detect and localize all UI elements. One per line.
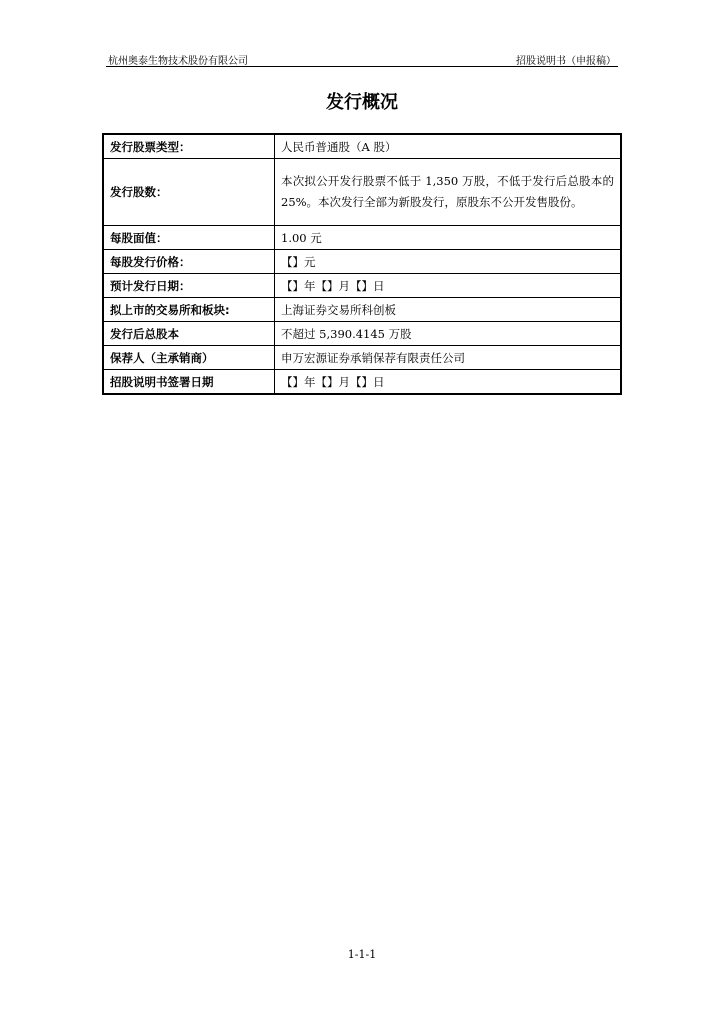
row-label: 发行后总股本: [103, 322, 275, 346]
issuance-overview-table: [102, 133, 622, 395]
row-label: 招股说明书签署日期: [103, 370, 275, 395]
row-value: 1.00 元: [275, 226, 622, 250]
table-row: [103, 134, 621, 159]
table-row: [103, 274, 621, 298]
row-value: 本次拟公开发行股票不低于 1,350 万股，不低于发行后总股本的 25%。本次发行全部为新股发行，原股东不公开发售股份。: [275, 159, 622, 226]
row-value: 人民币普通股（A 股）: [275, 134, 622, 159]
header-rule: [106, 66, 618, 67]
table-row: [103, 298, 621, 322]
row-label: 每股发行价格：: [103, 250, 275, 274]
table-row: [103, 322, 621, 346]
row-value: 【】元: [275, 250, 622, 274]
row-label: 保荐人（主承销商）: [103, 346, 275, 370]
row-label: 发行股数：: [103, 159, 275, 226]
page-title: 发行概况: [326, 92, 398, 113]
row-label: 每股面值：: [103, 226, 275, 250]
row-value: 【】年【】月【】日: [275, 370, 622, 395]
row-value: 上海证券交易所科创板: [275, 298, 622, 322]
row-value: 不超过 5,390.4145 万股: [275, 322, 622, 346]
row-value: 申万宏源证券承销保荐有限责任公司: [275, 346, 622, 370]
header-company-name: 杭州奥泰生物技术股份有限公司: [108, 56, 248, 67]
row-value: 【】年【】月【】日: [275, 274, 622, 298]
table-row: [103, 226, 621, 250]
table-row: [103, 370, 621, 395]
table-row: [103, 346, 621, 370]
table-row: [103, 250, 621, 274]
page-number: 1-1-1: [347, 948, 377, 961]
row-label: 发行股票类型：: [103, 134, 275, 159]
row-label: 拟上市的交易所和板块:: [103, 298, 275, 322]
header-document-name: 招股说明书（申报稿）: [516, 56, 616, 67]
row-label: 预计发行日期：: [103, 274, 275, 298]
table-row: [103, 159, 621, 226]
